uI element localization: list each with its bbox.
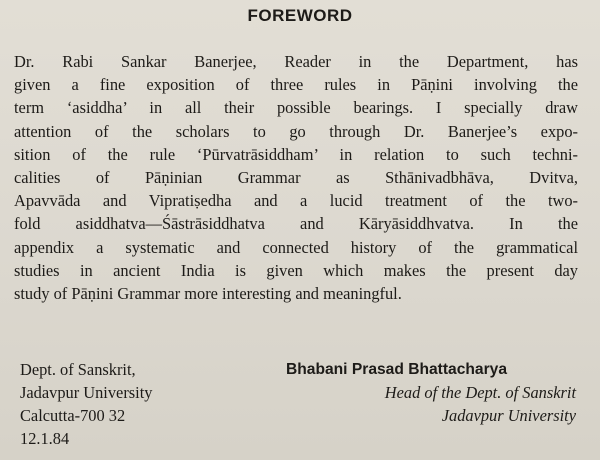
signatory-name: Bhabani Prasad Bhattacharya [286, 361, 507, 378]
body-line: study of Pāṇini Grammar more interesting and meaningful. [14, 283, 402, 303]
body-line: Apavvāda and Vipratiṣedha and a lucid treatment of the two- [14, 191, 578, 211]
address-line: Jadavpur University [20, 383, 153, 402]
body-line: studies in ancient India is given which makes the present day [14, 260, 578, 280]
address-line: Calcutta-700 32 [20, 406, 126, 425]
signatory-affiliation: Jadavpur University [441, 406, 576, 425]
body-line: Dr. Rabi Sankar Banerjee, Reader in the Department, has [14, 52, 578, 71]
address-block [20, 358, 280, 450]
signature-block [276, 358, 576, 427]
page-title: FOREWORD [247, 6, 353, 25]
signatory-role: Head of the Dept. of Sanskrit [384, 383, 576, 402]
body-line: appendix a systematic and connected history of the grammatical [14, 237, 578, 257]
body-line: attention of the scholars to go through Dr. Banerjee’s expo- [14, 121, 578, 141]
body-line: fold asiddhatva—Śāstrāsiddhatva and Kāryāsiddhvatva. In the [14, 214, 578, 234]
date: 12.1.84 [20, 429, 70, 448]
body-line: sition of the rule ‘Pūrvatrāsiddham’ in relation to such techni- [14, 144, 578, 164]
address-line: Dept. of Sanskrit, [20, 360, 136, 379]
foreword-body [14, 50, 578, 305]
body-line: given a fine exposition of three rules in Pāṇini involving the [14, 75, 578, 95]
body-line: calities of Pāṇinian Grammar as Sthānivadbhāva, Dvitva, [14, 167, 578, 187]
body-line: term ‘asiddha’ in all their possible bearings. I specially draw [14, 98, 578, 118]
